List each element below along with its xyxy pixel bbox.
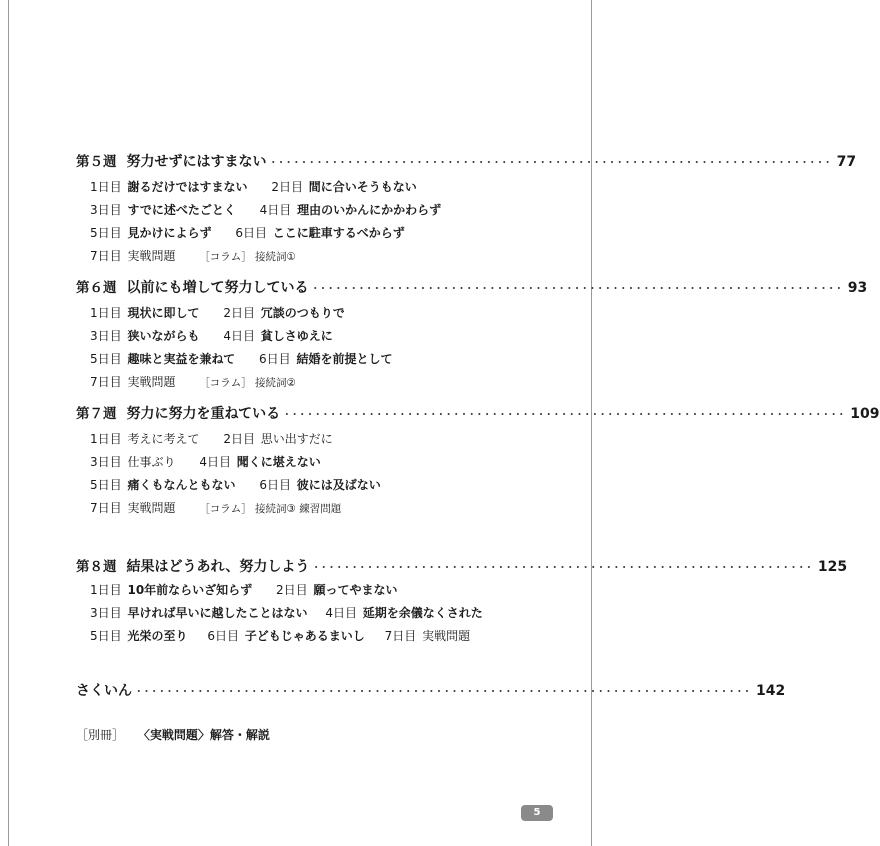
day-label: 3日目 <box>90 606 122 620</box>
lesson-title[interactable]: 謝るだけではすまない <box>127 180 248 194</box>
week-heading[interactable] <box>76 555 848 577</box>
day-row <box>90 373 512 396</box>
week-label: 第６週 <box>76 280 117 296</box>
day-label: 6日目 <box>259 352 291 366</box>
week-7-section <box>76 402 880 522</box>
day-row <box>90 247 512 270</box>
lesson-title[interactable]: 光栄の至り <box>127 629 188 643</box>
column-title[interactable]: ［コラム］ 接続詞② <box>199 377 296 389</box>
leader-dots: ･････････････････････････････････････････････････････････････････ <box>313 561 814 574</box>
lesson-title[interactable]: 仕事ぶり <box>127 455 176 469</box>
day-label: 6日目 <box>259 478 291 492</box>
lesson-title[interactable]: ここに駐車するべからず <box>272 226 405 240</box>
week-title: 以前にも増して努力している <box>126 280 309 296</box>
page-number-ref: 93 <box>847 280 868 296</box>
lesson-title[interactable]: 実戦問題 <box>127 501 176 515</box>
lesson-title[interactable]: 思い出すだに <box>260 432 333 446</box>
week-6-section <box>76 276 868 396</box>
leader-dots: ･････････････････････････････････････････････････････････････････････････ <box>270 156 833 169</box>
page-number-ref: 77 <box>836 154 857 170</box>
lesson-title[interactable]: 見かけによらず <box>127 226 212 240</box>
day-row <box>90 327 512 350</box>
day-row <box>90 178 512 201</box>
day-label: 1日目 <box>90 583 122 597</box>
leader-dots: ････････････････････････････････････････････････････････････････････････････････ <box>136 685 752 698</box>
page-number-ref: 125 <box>817 559 848 575</box>
day-label: 4日目 <box>199 455 231 469</box>
lesson-title[interactable]: 聞くに堪えない <box>236 455 321 469</box>
lesson-title[interactable]: 延期を余儀なくされた <box>362 606 483 620</box>
day-label: 5日目 <box>90 478 122 492</box>
day-label: 3日目 <box>90 329 122 343</box>
lesson-title[interactable]: 結婚を前提として <box>296 352 393 366</box>
leader-dots: ･････････････････････････････････････････････････････････････････････････ <box>284 408 847 421</box>
separate-volume-entry[interactable] <box>76 726 270 743</box>
day-label: 1日目 <box>90 180 122 194</box>
day-label: 4日目 <box>223 329 255 343</box>
day-label: 4日目 <box>259 203 292 217</box>
day-label: 6日目 <box>235 226 267 240</box>
lesson-title[interactable]: 早ければ早いに越したことはない <box>127 606 308 620</box>
column-title[interactable]: ［コラム］ 接続詞③ 練習問題 <box>199 503 342 515</box>
week-title: 結果はどうあれ、努力しよう <box>126 559 310 575</box>
day-label: 5日目 <box>90 352 122 366</box>
day-row <box>90 627 512 650</box>
lesson-title[interactable]: 考えに考えて <box>127 432 200 446</box>
separate-volume-title: 〈実戦問題〉解答・解説 <box>137 728 270 742</box>
leader-dots: ･････････････････････････････････････････････････････････････････････ <box>312 282 844 295</box>
day-label: 1日目 <box>90 306 122 320</box>
day-label: 2日目 <box>271 180 303 194</box>
day-row <box>90 304 512 327</box>
week-8-section <box>76 555 848 650</box>
lesson-title[interactable]: 実戦問題 <box>127 375 176 389</box>
day-label: 5日目 <box>90 226 122 240</box>
lesson-title[interactable]: 間に合いそうもない <box>308 180 417 194</box>
day-label: 7日目 <box>384 629 417 643</box>
week-label: 第７週 <box>76 406 117 422</box>
day-row <box>90 581 512 604</box>
lesson-title[interactable]: 実戦問題 <box>127 249 176 263</box>
lesson-title[interactable]: 貧しさゆえに <box>260 329 333 343</box>
day-label: 7日目 <box>90 249 122 263</box>
lesson-title[interactable]: すでに述べたごとく <box>127 203 236 217</box>
lesson-title[interactable]: 願ってやまない <box>313 583 398 597</box>
lesson-title[interactable]: 痛くもなんともない <box>127 478 236 492</box>
column-title[interactable]: ［コラム］ 接続詞① <box>199 251 296 263</box>
day-label: 7日目 <box>90 501 122 515</box>
day-label: 2日目 <box>276 583 308 597</box>
page-number-ref: 109 <box>850 406 880 422</box>
day-row <box>90 201 512 224</box>
lesson-title[interactable]: 冗談のつもりで <box>260 306 345 320</box>
day-label: 2日目 <box>223 306 255 320</box>
separate-volume-label: ［別冊］ <box>76 728 125 742</box>
day-label: 3日目 <box>90 455 122 469</box>
day-label: 5日目 <box>90 629 122 643</box>
day-row <box>90 476 512 499</box>
week-title: 努力に努力を重ねている <box>126 406 281 422</box>
index-title: さくいん <box>76 683 132 699</box>
week-label: 第５週 <box>76 154 117 170</box>
day-label: 2日目 <box>223 432 255 446</box>
day-row <box>90 499 512 522</box>
lesson-title[interactable]: 10年前ならいざ知らず <box>127 583 253 597</box>
page-number-ref: 142 <box>756 683 786 699</box>
day-label: 3日目 <box>90 203 122 217</box>
lesson-title[interactable]: 趣味と実益を兼ねて <box>127 352 236 366</box>
lesson-title[interactable]: 子どもじゃあるまいし <box>244 629 365 643</box>
lesson-title[interactable]: 彼には及ばない <box>296 478 381 492</box>
day-row <box>90 604 512 627</box>
week-label: 第８週 <box>76 559 117 575</box>
lesson-title[interactable]: 実戦問題 <box>422 629 471 643</box>
day-label: 6日目 <box>207 629 239 643</box>
day-label: 7日目 <box>90 375 122 389</box>
week-5-section <box>76 150 857 270</box>
lesson-title[interactable]: 現状に即して <box>127 306 200 320</box>
page-number-badge: 5 <box>521 805 553 821</box>
day-label: 4日目 <box>325 606 357 620</box>
day-row <box>90 350 512 373</box>
lesson-title[interactable]: 狭いながらも <box>127 329 200 343</box>
day-row <box>90 224 512 247</box>
day-row <box>90 430 512 453</box>
index-entry[interactable] <box>76 680 786 700</box>
week-heading[interactable] <box>76 276 868 298</box>
week-heading[interactable] <box>76 402 880 424</box>
lesson-title[interactable]: 理由のいかんにかかわらず <box>297 203 442 217</box>
week-title: 努力せずにはすまない <box>126 154 267 170</box>
day-row <box>90 453 512 476</box>
day-label: 1日目 <box>90 432 122 446</box>
week-heading[interactable] <box>76 150 857 172</box>
